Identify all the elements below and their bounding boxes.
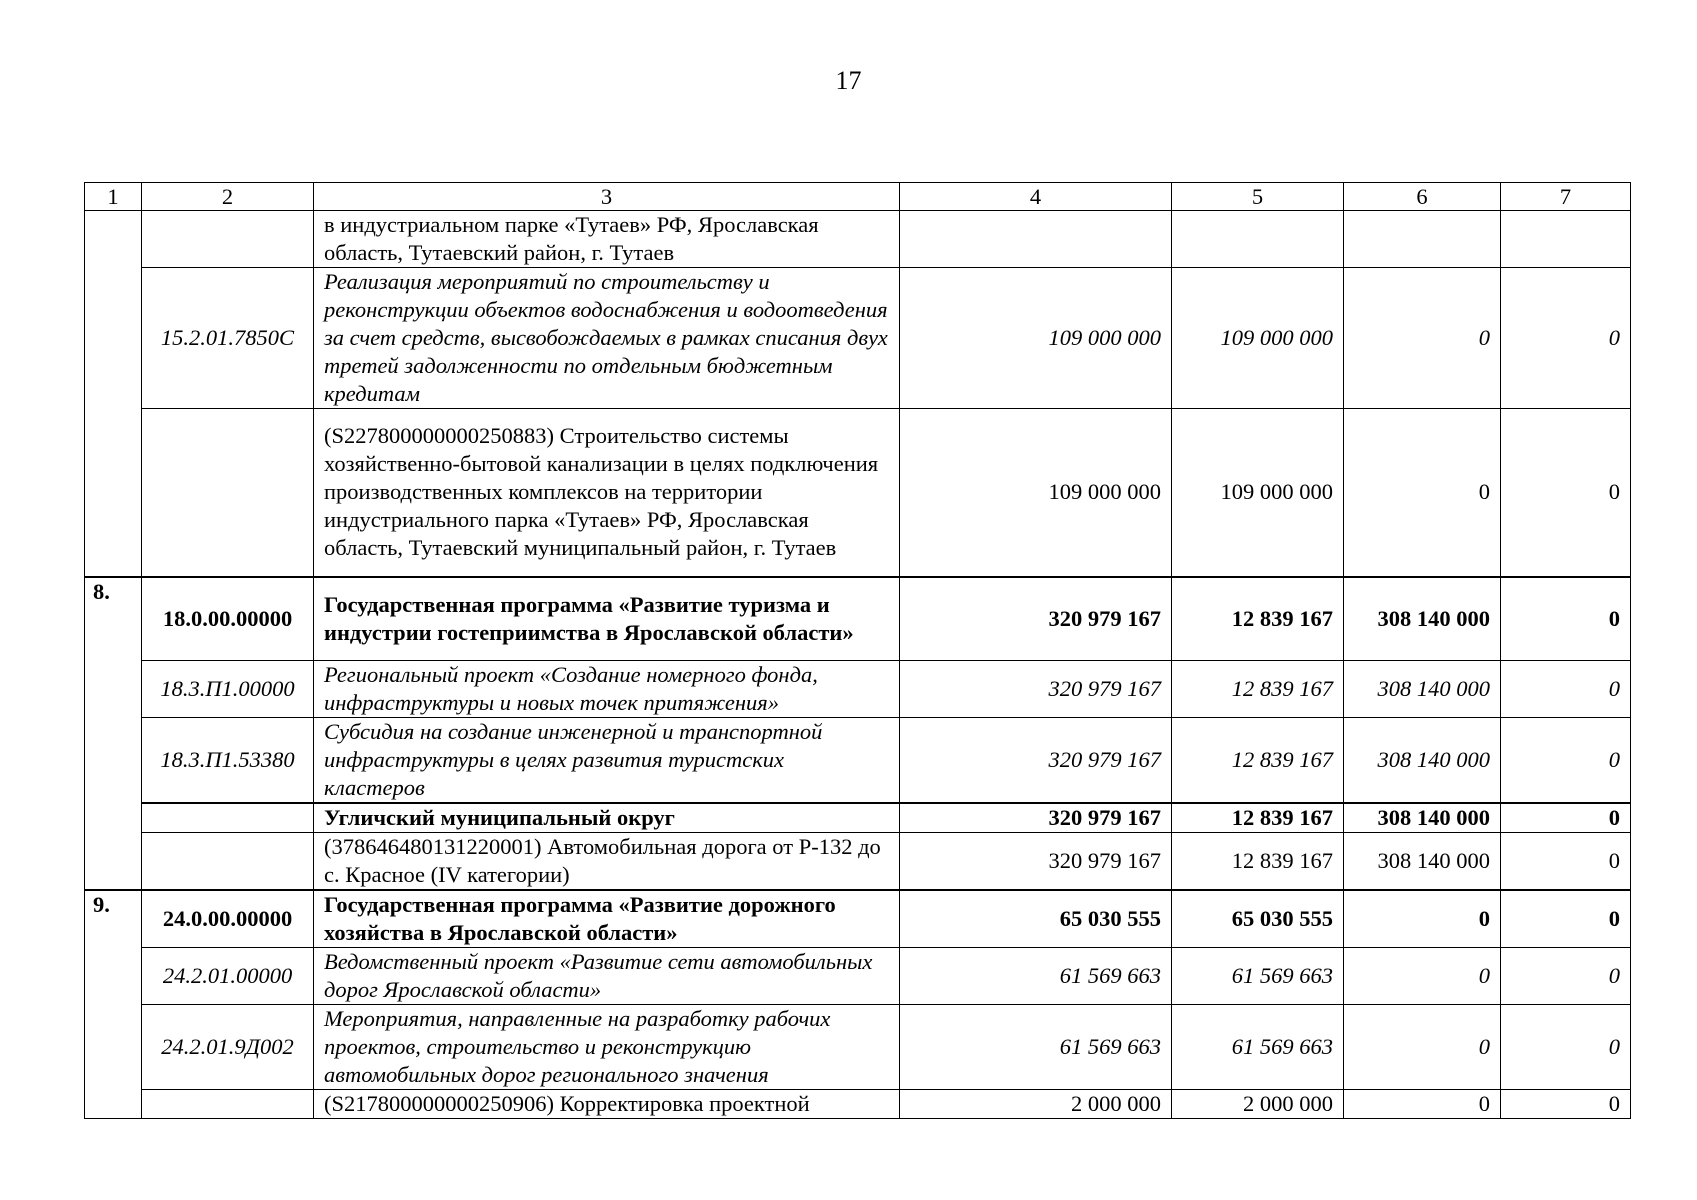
value-cell-5: 12 839 167 (1172, 718, 1344, 804)
value-cell-6: 308 140 000 (1344, 577, 1501, 661)
value-cell-4: 109 000 000 (900, 268, 1172, 409)
value-cell-7: 0 (1501, 948, 1631, 1005)
page-number: 17 (835, 66, 862, 95)
row-number-cell (85, 211, 142, 268)
value-cell-6: 0 (1344, 1005, 1501, 1090)
value-cell-6: 0 (1344, 268, 1501, 409)
name-cell: Региональный проект «Создание номерного фонда, инфраструктуры и новых точек притяжения» (314, 661, 900, 718)
value-cell-7: 0 (1501, 1090, 1631, 1119)
code-cell (142, 803, 314, 833)
value-cell-7: 0 (1501, 803, 1631, 833)
row-number-cell (85, 1090, 142, 1119)
value-cell-7: 0 (1501, 577, 1631, 661)
table-row (85, 803, 1631, 833)
value-cell-4: 61 569 663 (900, 1005, 1172, 1090)
code-cell: 18.3.П1.00000 (142, 661, 314, 718)
value-cell-4: 65 030 555 (900, 890, 1172, 948)
table-row (85, 211, 1631, 268)
name-cell: Мероприятия, направленные на разработку рабочих проектов, строительство и реконструкцию автомобильных дорог регионального значения (314, 1005, 900, 1090)
value-cell-6: 308 140 000 (1344, 661, 1501, 718)
value-cell-5: 12 839 167 (1172, 661, 1344, 718)
code-cell (142, 409, 314, 577)
value-cell-7: 0 (1501, 409, 1631, 577)
column-header: 3 (314, 183, 900, 211)
code-cell: 24.2.01.9Д002 (142, 1005, 314, 1090)
value-cell-7: 0 (1501, 890, 1631, 948)
value-cell-7: 0 (1501, 268, 1631, 409)
code-cell (142, 1090, 314, 1119)
value-cell-5: 12 839 167 (1172, 577, 1344, 661)
value-cell-7: 0 (1501, 1005, 1631, 1090)
row-number-cell (85, 803, 142, 833)
table-row (85, 948, 1631, 1005)
value-cell-6: 308 140 000 (1344, 833, 1501, 891)
table-row (85, 833, 1631, 891)
value-cell-6 (1344, 211, 1501, 268)
name-cell: (S217800000000250906) Корректировка проектной (314, 1090, 900, 1119)
value-cell-7: 0 (1501, 661, 1631, 718)
table-row (85, 1005, 1631, 1090)
value-cell-6: 308 140 000 (1344, 718, 1501, 804)
value-cell-6: 0 (1344, 948, 1501, 1005)
value-cell-4: 320 979 167 (900, 718, 1172, 804)
value-cell-5: 12 839 167 (1172, 803, 1344, 833)
table-row (85, 890, 1631, 948)
value-cell-5: 2 000 000 (1172, 1090, 1344, 1119)
code-cell (142, 833, 314, 891)
value-cell-5: 109 000 000 (1172, 268, 1344, 409)
value-cell-7: 0 (1501, 833, 1631, 891)
table-row (85, 1090, 1631, 1119)
column-header: 4 (900, 183, 1172, 211)
row-number-cell (85, 409, 142, 577)
name-cell: Государственная программа «Развитие дорожного хозяйства в Ярославской области» (314, 890, 900, 948)
name-cell: Государственная программа «Развитие туризма и индустрии гостеприимства в Ярославской области» (314, 577, 900, 661)
name-cell: Реализация мероприятий по строительству и реконструкции объектов водоснабжения и водоотведения за счет средств, высвобождаемых в рамках списания двух третей задолженности по отдельным бюджетным кредитам (314, 268, 900, 409)
value-cell-4: 320 979 167 (900, 661, 1172, 718)
name-cell: (S227800000000250883) Строительство системы хозяйственно-бытовой канализации в целях подключения производственных комплексов на территории индустриального парка «Тутаев» РФ, Ярославская область, Тутаевский муниципальный район, г. Тутаев (314, 409, 900, 577)
table-row (85, 409, 1631, 577)
code-cell (142, 211, 314, 268)
column-header: 6 (1344, 183, 1501, 211)
value-cell-4: 320 979 167 (900, 833, 1172, 891)
table-row (85, 661, 1631, 718)
column-header: 5 (1172, 183, 1344, 211)
value-cell-4: 61 569 663 (900, 948, 1172, 1005)
name-cell: в индустриальном парке «Тутаев» РФ, Ярославская область, Тутаевский район, г. Тутаев (314, 211, 900, 268)
row-number-cell (85, 833, 142, 891)
row-number-cell (85, 718, 142, 804)
row-number-cell (85, 948, 142, 1005)
row-number-cell (85, 268, 142, 409)
column-number-row (85, 183, 1631, 211)
value-cell-4: 2 000 000 (900, 1090, 1172, 1119)
code-cell: 24.2.01.00000 (142, 948, 314, 1005)
column-header: 7 (1501, 183, 1631, 211)
name-cell: (378646480131220001) Автомобильная дорога от Р-132 до с. Красное (IV категории) (314, 833, 900, 891)
value-cell-5 (1172, 211, 1344, 268)
code-cell: 18.0.00.00000 (142, 577, 314, 661)
name-cell: Угличский муниципальный округ (314, 803, 900, 833)
code-cell: 15.2.01.7850С (142, 268, 314, 409)
table-row (85, 268, 1631, 409)
value-cell-4 (900, 211, 1172, 268)
name-cell: Субсидия на создание инженерной и транспортной инфраструктуры в целях развития туристских кластеров (314, 718, 900, 804)
row-number-cell: 9. (85, 890, 142, 948)
row-number-cell (85, 661, 142, 718)
value-cell-4: 320 979 167 (900, 577, 1172, 661)
value-cell-5: 109 000 000 (1172, 409, 1344, 577)
name-cell: Ведомственный проект «Развитие сети автомобильных дорог Ярославской области» (314, 948, 900, 1005)
column-header: 1 (85, 183, 142, 211)
value-cell-4: 320 979 167 (900, 803, 1172, 833)
value-cell-5: 12 839 167 (1172, 833, 1344, 891)
value-cell-6: 0 (1344, 890, 1501, 948)
value-cell-5: 61 569 663 (1172, 948, 1344, 1005)
row-number-cell (85, 1005, 142, 1090)
table-row (85, 577, 1631, 661)
code-cell: 24.0.00.00000 (142, 890, 314, 948)
value-cell-7: 0 (1501, 718, 1631, 804)
column-header: 2 (142, 183, 314, 211)
value-cell-5: 65 030 555 (1172, 890, 1344, 948)
value-cell-7 (1501, 211, 1631, 268)
value-cell-5: 61 569 663 (1172, 1005, 1344, 1090)
value-cell-6: 0 (1344, 409, 1501, 577)
value-cell-4: 109 000 000 (900, 409, 1172, 577)
budget-table (84, 182, 1631, 1119)
value-cell-6: 0 (1344, 1090, 1501, 1119)
code-cell: 18.3.П1.53380 (142, 718, 314, 804)
row-number-cell: 8. (85, 577, 142, 661)
value-cell-6: 308 140 000 (1344, 803, 1501, 833)
table-row (85, 718, 1631, 804)
